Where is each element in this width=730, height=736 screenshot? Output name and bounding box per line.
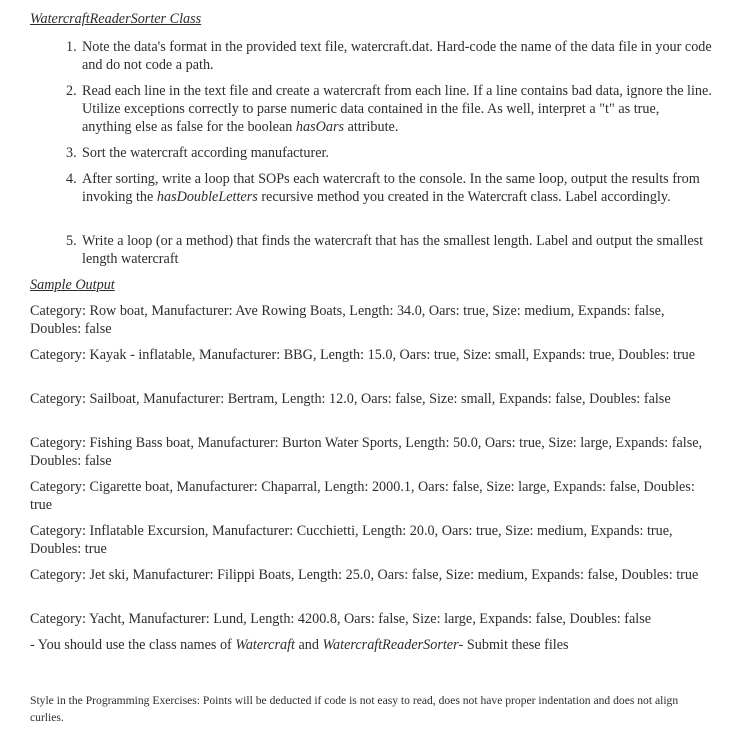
sample-output-line: Category: Jet ski, Manufacturer: Filippi Boats, Length: 25.0, Oars: false, Size: medium, Expands: false, Doubles: true bbox=[30, 567, 699, 583]
instruction-text: Write a loop (or a method) that finds the watercraft that has the smallest length. Label and output the smallest length watercraft bbox=[82, 233, 704, 267]
instruction-text: Read each line in the text file and create a watercraft from each line. If a line contains bad data, ignore the line. Utilize exceptions correctly to parse numeric data contained in the file. As well, interpret a "t" as true, anything else as false for the boolean hasOars attribute. bbox=[82, 83, 712, 135]
instruction-text: Sort the watercraft according manufacturer. bbox=[82, 145, 329, 161]
instruction-text: After sorting, write a loop that SOPs each watercraft to the console. In the same loop, output the results from invoking the hasDoubleLetters recursive method you created in the Watercraft class. Label accordingly. bbox=[82, 171, 700, 205]
sample-output-line: Category: Sailboat, Manufacturer: Bertram, Length: 12.0, Oars: false, Size: small, Expands: false, Doubles: false bbox=[30, 391, 671, 407]
instruction-number: 3. bbox=[66, 145, 77, 161]
reader-sorter-class-name: WatercraftReaderSorter bbox=[322, 637, 459, 653]
has-double-letters-term: hasDoubleLetters bbox=[156, 189, 258, 205]
sample-output-line: Category: Row boat, Manufacturer: Ave Rowing Boats, Length: 34.0, Oars: true, Size: medium, Expands: false, Doubles: false bbox=[30, 303, 665, 337]
has-oars-term: hasOars bbox=[295, 119, 345, 135]
submit-note: - You should use the class names of Watercraft and WatercraftReaderSorter- Submit these files bbox=[30, 637, 569, 653]
style-note: Style in the Programming Exercises: Points will be deducted if code is not easy to read, does not have proper indentation and does not align curlies. bbox=[30, 694, 679, 724]
instruction-number: 1. bbox=[66, 39, 77, 55]
instruction-number: 2. bbox=[66, 83, 77, 99]
watercraft-class-name: Watercraft bbox=[235, 637, 295, 653]
sample-output-line: Category: Kayak - inflatable, Manufacturer: BBG, Length: 15.0, Oars: true, Size: small, Expands: true, Doubles: true bbox=[30, 347, 696, 363]
instruction-number: 4. bbox=[66, 171, 77, 187]
instruction-number: 5. bbox=[66, 233, 77, 249]
sample-output-line: Category: Cigarette boat, Manufacturer: Chaparral, Length: 2000.1, Oars: false, Size: large, Expands: false, Doubles: true bbox=[30, 479, 695, 513]
instruction-text: Note the data's format in the provided text file, watercraft.dat. Hard-code the name of the data file in your code and do not code a path. bbox=[82, 39, 712, 73]
sample-output-line: Category: Fishing Bass boat, Manufacturer: Burton Water Sports, Length: 50.0, Oars: true, Size: large, Expands: false, Doubles: false bbox=[30, 435, 703, 469]
sample-output-line: Category: Yacht, Manufacturer: Lund, Length: 4200.8, Oars: false, Size: large, Expands: false, Doubles: false bbox=[30, 611, 652, 627]
class-heading: WatercraftReaderSorter Class bbox=[30, 11, 202, 27]
sample-output-heading: Sample Output bbox=[30, 277, 115, 293]
sample-output-line: Category: Inflatable Excursion, Manufacturer: Cucchietti, Length: 20.0, Oars: true, Size: medium, Expands: true, Doubles: true bbox=[30, 523, 673, 557]
